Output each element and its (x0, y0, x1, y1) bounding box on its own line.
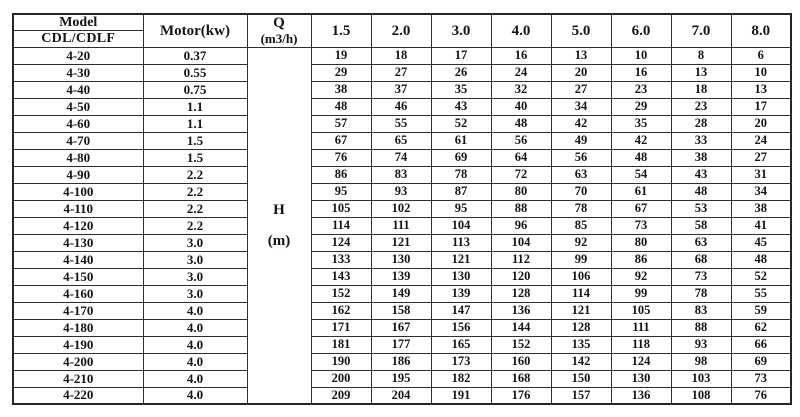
head-value-cell: 173 (431, 353, 491, 370)
head-value-cell: 66 (731, 336, 791, 353)
head-value-cell: 19 (311, 47, 371, 64)
motor-power-cell: 4.0 (143, 319, 247, 336)
head-value-cell: 45 (731, 234, 791, 251)
table-row (13, 302, 791, 319)
head-value-cell: 29 (311, 64, 371, 81)
head-value-cell: 105 (611, 302, 671, 319)
head-value-cell: 42 (611, 132, 671, 149)
model-cell: 4-40 (13, 81, 143, 98)
head-value-cell: 69 (431, 149, 491, 166)
head-value-cell: 8 (671, 47, 731, 64)
flow-column-header: 4.0 (491, 14, 551, 47)
head-value-cell: 48 (671, 183, 731, 200)
model-cell: 4-200 (13, 353, 143, 370)
head-value-cell: 27 (551, 81, 611, 98)
head-value-cell: 85 (551, 217, 611, 234)
head-value-cell: 181 (311, 336, 371, 353)
head-value-cell: 204 (371, 387, 431, 404)
head-value-cell: 33 (671, 132, 731, 149)
head-value-cell: 73 (611, 217, 671, 234)
model-header: Model (13, 14, 143, 31)
head-value-cell: 152 (311, 285, 371, 302)
head-value-cell: 156 (431, 319, 491, 336)
motor-power-cell: 3.0 (143, 268, 247, 285)
head-value-cell: 130 (431, 268, 491, 285)
head-value-cell: 63 (671, 234, 731, 251)
head-value-cell: 80 (491, 183, 551, 200)
flow-unit-header (247, 14, 311, 47)
table-row (13, 234, 791, 251)
table-row (13, 132, 791, 149)
flow-unit: (m3/h) (260, 30, 298, 46)
flow-column-header: 1.5 (311, 14, 371, 47)
head-value-cell: 136 (491, 302, 551, 319)
head-value-cell: 23 (611, 81, 671, 98)
motor-power-cell: 1.5 (143, 149, 247, 166)
head-value-cell: 113 (431, 234, 491, 251)
head-value-cell: 38 (311, 81, 371, 98)
head-value-cell: 121 (431, 251, 491, 268)
head-value-cell: 64 (491, 149, 551, 166)
head-value-cell: 121 (371, 234, 431, 251)
head-value-cell: 104 (491, 234, 551, 251)
head-value-cell: 28 (671, 115, 731, 132)
head-value-cell: 186 (371, 353, 431, 370)
head-value-cell: 150 (551, 370, 611, 387)
head-value-cell: 41 (731, 217, 791, 234)
motor-power-cell: 3.0 (143, 234, 247, 251)
head-value-cell: 171 (311, 319, 371, 336)
head-value-cell: 13 (551, 47, 611, 64)
head-value-cell: 48 (311, 98, 371, 115)
head-value-cell: 93 (671, 336, 731, 353)
head-value-cell: 133 (311, 251, 371, 268)
table-row (13, 183, 791, 200)
motor-power-cell: 0.37 (143, 47, 247, 64)
head-value-cell: 38 (731, 200, 791, 217)
head-value-cell: 18 (671, 81, 731, 98)
head-value-cell: 190 (311, 353, 371, 370)
model-cell: 4-130 (13, 234, 143, 251)
head-value-cell: 57 (311, 115, 371, 132)
flow-symbol: Q (273, 15, 285, 32)
head-value-cell: 142 (551, 353, 611, 370)
head-value-cell: 88 (491, 200, 551, 217)
head-value-cell: 46 (371, 98, 431, 115)
model-cell: 4-170 (13, 302, 143, 319)
head-value-cell: 35 (611, 115, 671, 132)
head-value-cell: 167 (371, 319, 431, 336)
head-value-cell: 61 (611, 183, 671, 200)
model-cell: 4-220 (13, 387, 143, 404)
head-value-cell: 55 (731, 285, 791, 302)
table-row (13, 336, 791, 353)
head-value-cell: 96 (491, 217, 551, 234)
head-value-cell: 182 (431, 370, 491, 387)
motor-power-cell: 4.0 (143, 387, 247, 404)
head-value-cell: 158 (371, 302, 431, 319)
head-value-cell: 191 (431, 387, 491, 404)
head-value-cell: 139 (431, 285, 491, 302)
head-unit: (m) (267, 232, 291, 249)
head-value-cell: 143 (311, 268, 371, 285)
head-value-cell: 99 (551, 251, 611, 268)
head-value-cell: 93 (371, 183, 431, 200)
head-value-cell: 95 (431, 200, 491, 217)
head-value-cell: 69 (731, 353, 791, 370)
head-unit-cell (247, 47, 311, 404)
model-cell: 4-110 (13, 200, 143, 217)
head-value-cell: 59 (731, 302, 791, 319)
head-value-cell: 67 (311, 132, 371, 149)
head-value-cell: 78 (551, 200, 611, 217)
head-value-cell: 149 (371, 285, 431, 302)
head-value-cell: 37 (371, 81, 431, 98)
head-value-cell: 92 (611, 268, 671, 285)
head-value-cell: 102 (371, 200, 431, 217)
head-value-cell: 168 (491, 370, 551, 387)
table-row (13, 81, 791, 98)
motor-power-cell: 1.1 (143, 98, 247, 115)
head-value-cell: 130 (371, 251, 431, 268)
head-value-cell: 43 (431, 98, 491, 115)
head-value-cell: 200 (311, 370, 371, 387)
model-cell: 4-210 (13, 370, 143, 387)
head-value-cell: 128 (491, 285, 551, 302)
motor-power-cell: 2.2 (143, 183, 247, 200)
model-series-header: CDL/CDLF (13, 31, 143, 47)
head-value-cell: 165 (431, 336, 491, 353)
head-value-cell: 43 (671, 166, 731, 183)
head-value-cell: 56 (551, 149, 611, 166)
table-row (13, 251, 791, 268)
head-value-cell: 48 (611, 149, 671, 166)
motor-power-cell: 2.2 (143, 200, 247, 217)
head-value-cell: 38 (671, 149, 731, 166)
head-value-cell: 23 (671, 98, 731, 115)
model-cell: 4-100 (13, 183, 143, 200)
head-value-cell: 98 (671, 353, 731, 370)
head-value-cell: 139 (371, 268, 431, 285)
motor-power-cell: 4.0 (143, 353, 247, 370)
head-value-cell: 88 (671, 319, 731, 336)
table-row (13, 370, 791, 387)
table-header (13, 14, 791, 47)
head-value-cell: 72 (491, 166, 551, 183)
model-cell: 4-90 (13, 166, 143, 183)
model-cell: 4-190 (13, 336, 143, 353)
head-value-cell: 120 (491, 268, 551, 285)
head-value-cell: 135 (551, 336, 611, 353)
table-row (13, 387, 791, 404)
table-body (13, 47, 791, 404)
head-value-cell: 49 (551, 132, 611, 149)
head-value-cell: 6 (731, 47, 791, 64)
head-value-cell: 34 (551, 98, 611, 115)
head-value-cell: 52 (731, 268, 791, 285)
head-value-cell: 74 (371, 149, 431, 166)
head-value-cell: 86 (611, 251, 671, 268)
head-value-cell: 20 (551, 64, 611, 81)
table-row (13, 47, 791, 64)
head-value-cell: 103 (671, 370, 731, 387)
head-value-cell: 32 (491, 81, 551, 98)
model-cell: 4-180 (13, 319, 143, 336)
head-value-cell: 80 (611, 234, 671, 251)
head-value-cell: 73 (731, 370, 791, 387)
head-value-cell: 65 (371, 132, 431, 149)
head-value-cell: 58 (671, 217, 731, 234)
head-value-cell: 152 (491, 336, 551, 353)
head-value-cell: 95 (311, 183, 371, 200)
head-value-cell: 121 (551, 302, 611, 319)
motor-header: Motor(kw) (143, 14, 247, 47)
flow-column-header: 6.0 (611, 14, 671, 47)
model-cell: 4-80 (13, 149, 143, 166)
head-value-cell: 112 (491, 251, 551, 268)
head-value-cell: 176 (491, 387, 551, 404)
head-value-cell: 29 (611, 98, 671, 115)
flow-column-header: 5.0 (551, 14, 611, 47)
head-value-cell: 128 (551, 319, 611, 336)
head-value-cell: 104 (431, 217, 491, 234)
head-value-cell: 147 (431, 302, 491, 319)
head-value-cell: 20 (731, 115, 791, 132)
head-value-cell: 31 (731, 166, 791, 183)
model-cell: 4-30 (13, 64, 143, 81)
motor-power-cell: 4.0 (143, 336, 247, 353)
model-cell: 4-50 (13, 98, 143, 115)
head-value-cell: 124 (311, 234, 371, 251)
model-cell: 4-60 (13, 115, 143, 132)
motor-power-cell: 1.1 (143, 115, 247, 132)
head-value-cell: 24 (731, 132, 791, 149)
head-value-cell: 111 (611, 319, 671, 336)
motor-power-cell: 0.55 (143, 64, 247, 81)
motor-power-cell: 1.5 (143, 132, 247, 149)
head-value-cell: 62 (731, 319, 791, 336)
head-value-cell: 68 (671, 251, 731, 268)
table-row (13, 149, 791, 166)
head-value-cell: 83 (371, 166, 431, 183)
head-value-cell: 78 (431, 166, 491, 183)
head-value-cell: 67 (611, 200, 671, 217)
model-cell: 4-20 (13, 47, 143, 64)
head-value-cell: 24 (491, 64, 551, 81)
head-value-cell: 209 (311, 387, 371, 404)
head-value-cell: 53 (671, 200, 731, 217)
model-cell: 4-140 (13, 251, 143, 268)
head-value-cell: 10 (611, 47, 671, 64)
head-value-cell: 86 (311, 166, 371, 183)
head-value-cell: 16 (611, 64, 671, 81)
head-value-cell: 83 (671, 302, 731, 319)
head-value-cell: 10 (731, 64, 791, 81)
table-row (13, 200, 791, 217)
table-row (13, 98, 791, 115)
head-value-cell: 92 (551, 234, 611, 251)
pump-performance-table (12, 13, 792, 405)
table-row (13, 353, 791, 370)
head-value-cell: 27 (731, 149, 791, 166)
head-value-cell: 108 (671, 387, 731, 404)
head-value-cell: 55 (371, 115, 431, 132)
head-value-cell: 61 (431, 132, 491, 149)
head-value-cell: 111 (371, 217, 431, 234)
head-value-cell: 78 (671, 285, 731, 302)
table-row (13, 166, 791, 183)
head-value-cell: 16 (491, 47, 551, 64)
model-cell: 4-160 (13, 285, 143, 302)
head-value-cell: 195 (371, 370, 431, 387)
head-value-cell: 162 (311, 302, 371, 319)
head-value-cell: 13 (671, 64, 731, 81)
head-value-cell: 106 (551, 268, 611, 285)
head-value-cell: 99 (611, 285, 671, 302)
head-value-cell: 76 (731, 387, 791, 404)
head-value-cell: 52 (431, 115, 491, 132)
head-value-cell: 40 (491, 98, 551, 115)
head-value-cell: 118 (611, 336, 671, 353)
head-value-cell: 114 (551, 285, 611, 302)
motor-power-cell: 4.0 (143, 302, 247, 319)
flow-column-header: 2.0 (371, 14, 431, 47)
head-value-cell: 48 (491, 115, 551, 132)
motor-power-cell: 3.0 (143, 285, 247, 302)
head-symbol: H (273, 202, 285, 219)
motor-power-cell: 2.2 (143, 166, 247, 183)
head-value-cell: 73 (671, 268, 731, 285)
head-value-cell: 130 (611, 370, 671, 387)
model-cell: 4-150 (13, 268, 143, 285)
motor-power-cell: 4.0 (143, 370, 247, 387)
table-row (13, 268, 791, 285)
table-row (13, 319, 791, 336)
head-value-cell: 177 (371, 336, 431, 353)
flow-column-header: 8.0 (731, 14, 791, 47)
head-value-cell: 17 (731, 98, 791, 115)
model-cell: 4-70 (13, 132, 143, 149)
head-value-cell: 48 (731, 251, 791, 268)
motor-power-cell: 3.0 (143, 251, 247, 268)
head-value-cell: 76 (311, 149, 371, 166)
table-row (13, 285, 791, 302)
head-value-cell: 70 (551, 183, 611, 200)
head-value-cell: 18 (371, 47, 431, 64)
motor-power-cell: 0.75 (143, 81, 247, 98)
head-value-cell: 27 (371, 64, 431, 81)
head-value-cell: 35 (431, 81, 491, 98)
motor-power-cell: 2.2 (143, 217, 247, 234)
head-value-cell: 17 (431, 47, 491, 64)
head-value-cell: 56 (491, 132, 551, 149)
head-value-cell: 114 (311, 217, 371, 234)
head-value-cell: 63 (551, 166, 611, 183)
head-value-cell: 34 (731, 183, 791, 200)
table-row (13, 217, 791, 234)
head-value-cell: 160 (491, 353, 551, 370)
head-value-cell: 136 (611, 387, 671, 404)
table-row (13, 64, 791, 81)
head-value-cell: 124 (611, 353, 671, 370)
head-value-cell: 105 (311, 200, 371, 217)
head-value-cell: 54 (611, 166, 671, 183)
head-value-cell: 26 (431, 64, 491, 81)
model-cell: 4-120 (13, 217, 143, 234)
table-row (13, 115, 791, 132)
head-value-cell: 144 (491, 319, 551, 336)
flow-column-header: 7.0 (671, 14, 731, 47)
head-value-cell: 157 (551, 387, 611, 404)
head-value-cell: 87 (431, 183, 491, 200)
head-value-cell: 42 (551, 115, 611, 132)
flow-column-header: 3.0 (431, 14, 491, 47)
header-row-1 (13, 14, 791, 31)
head-value-cell: 13 (731, 81, 791, 98)
